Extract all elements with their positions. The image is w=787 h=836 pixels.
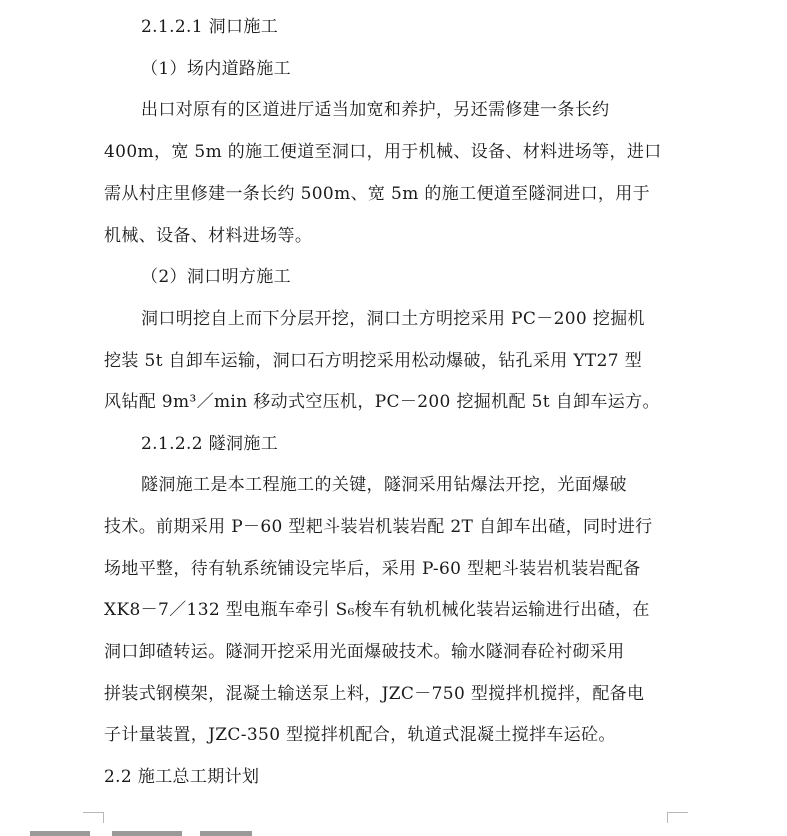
paragraph-line: 洞口卸碴转运。隧洞开挖采用光面爆破技术。输水隧洞春砼衬砌采用 <box>104 642 625 662</box>
paragraph-line: 机械、设备、材料进场等。 <box>104 226 313 246</box>
paragraph-line: 需从村庄里修建一条长约 500m、宽 5m 的施工便道至隧洞进口，用于 <box>104 184 650 204</box>
paragraph-line: 洞口明挖自上而下分层开挖，洞口土方明挖采用 PC－200 挖掘机 <box>141 309 645 329</box>
status-bar-cutoff <box>0 828 787 836</box>
subheading-road-construction: （1）场内道路施工 <box>141 59 291 79</box>
paragraph-line: 场地平整，待有轨系统铺设完毕后，采用 P-60 型耙斗装岩机装岩配备 <box>104 559 641 579</box>
subheading-open-excavation: （2）洞口明方施工 <box>141 267 291 287</box>
paragraph-line: 挖装 5t 自卸车运输，洞口石方明挖采用松动爆破，钻孔采用 YT27 型 <box>104 351 643 371</box>
paragraph-line: 风钻配 9m³／min 移动式空压机，PC－200 挖掘机配 5t 自卸车运方。 <box>104 392 660 412</box>
status-bar-fragment <box>30 831 90 836</box>
paragraph-line: XK8－7／132 型电瓶车牵引 S₆梭车有轨机械化装岩运输进行出碴，在 <box>104 600 650 620</box>
paragraph-line: 技术。前期采用 P－60 型耙斗装岩机装岩配 2T 自卸车出碴，同时进行 <box>104 517 653 537</box>
paragraph-line: 拼装式钢模架，混凝土输送泵上料，JZC－750 型搅拌机搅拌，配备电 <box>104 684 645 704</box>
heading-2-2: 2.2 施工总工期计划 <box>104 767 260 787</box>
margin-marker-left <box>83 812 104 823</box>
paragraph-line: 子计量装置，JZC-350 型搅拌机配合，轨道式混凝土搅拌车运砼。 <box>104 725 616 745</box>
heading-2-1-2-2: 2.1.2.2 隧洞施工 <box>141 434 279 454</box>
paragraph-line: 出口对原有的区道进厅适当加宽和养护，另还需修建一条长约 <box>141 100 610 120</box>
status-bar-fragment <box>112 831 182 836</box>
margin-marker-right <box>667 812 688 823</box>
paragraph-line: 隧洞施工是本工程施工的关键，隧洞采用钻爆法开挖，光面爆破 <box>141 475 627 495</box>
status-bar-fragment <box>200 831 252 836</box>
paragraph-line: 400m，宽 5m 的施工便道至洞口，用于机械、设备、材料进场等，进口 <box>104 142 662 162</box>
heading-2-1-2-1: 2.1.2.1 洞口施工 <box>141 17 279 37</box>
